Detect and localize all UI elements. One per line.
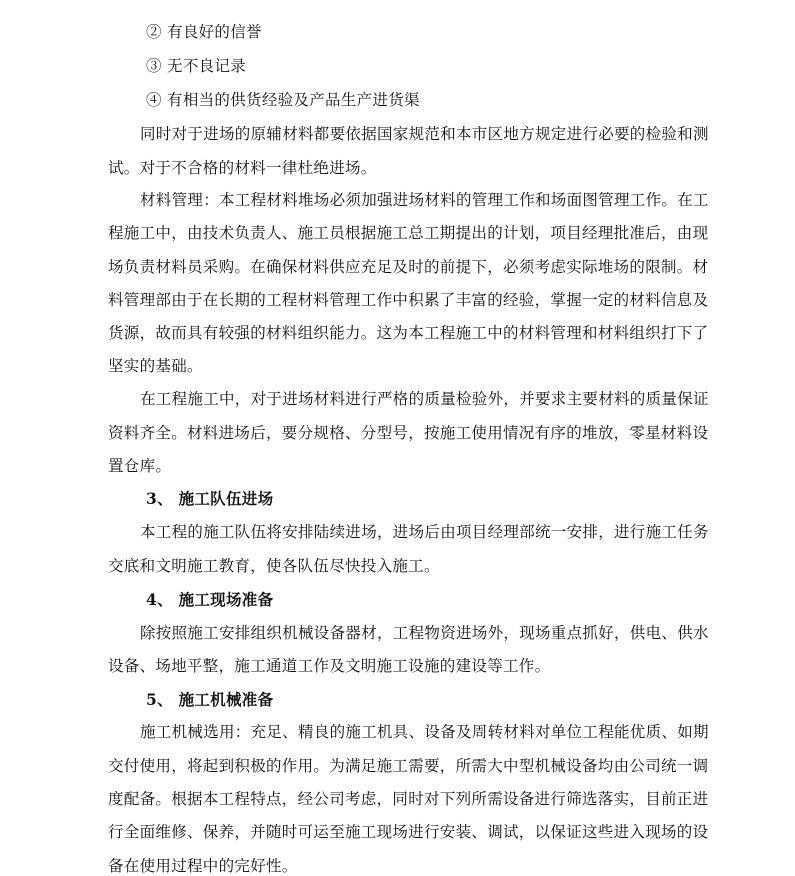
section-heading: 5、 施工机械准备 (146, 690, 274, 709)
paragraph-line: 除按照施工安排组织机械设备器材，工程物资进场外，现场重点抓好，供电、供水 (140, 624, 709, 642)
paragraph-line: 材料管理：本工程材料堆场必须加强进场材料的管理工作和场面图管理工作。在工 (140, 191, 709, 209)
paragraph-line: 施工机械选用：充足、精良的施工机具、设备及周转材料对单位工程能优质、如期 (140, 723, 709, 741)
list-item-3: ③ 无不良记录 (146, 57, 247, 75)
paragraph-line: 场负责材料员采购。在确保材料供应充足及时的前提下，必须考虑实际堆场的限制。材 (108, 258, 709, 276)
paragraph-line: 试。对于不合格的材料一律杜绝进场。 (108, 159, 377, 177)
list-item-4: ④ 有相当的供货经验及产品生产进货渠 (146, 91, 420, 109)
paragraph-line: 同时对于进场的原辅材料都要依据国家规范和本市区地方规定进行必要的检验和测 (140, 125, 709, 143)
list-item-2: ② 有良好的信誉 (146, 23, 262, 41)
paragraph-line: 备在使用过程中的完好性。 (108, 857, 298, 875)
paragraph-line: 在工程施工中，对于进场材料进行严格的质量检验外，并要求主要材料的质量保证 (140, 390, 709, 408)
section-heading: 4、 施工现场准备 (146, 590, 274, 609)
paragraph-line: 料管理部由于在长期的工程材料管理工作中积累了丰富的经验，掌握一定的材料信息及 (108, 291, 709, 309)
paragraph-line: 交付使用，将起到积极的作用。为满足施工需要，所需大中型机械设备均由公司统一调 (108, 757, 709, 775)
paragraph-line: 设备、场地平整，施工通道工作及文明施工设施的建设等工作。 (108, 657, 551, 675)
section-heading: 3、 施工队伍进场 (146, 489, 274, 508)
paragraph-line: 置仓库。 (108, 457, 172, 475)
paragraph-line: 坚实的基础。 (108, 357, 203, 375)
paragraph-line: 本工程的施工队伍将安排陆续进场，进场后由项目经理部统一安排，进行施工任务 (140, 523, 709, 541)
paragraph-line: 度配备。根据本工程特点，经公司考虑，同时对下列所需设备进行筛选落实，目前正进 (108, 790, 709, 808)
paragraph-line: 程施工中，由技术负责人、施工员根据施工总工期提出的计划，项目经理批准后，由现 (108, 224, 709, 242)
paragraph-line: 行全面维修、保养，并随时可运至施工现场进行安装、调试，以保证这些进入现场的设 (108, 823, 709, 841)
paragraph-line: 交底和文明施工教育，使各队伍尽快投入施工。 (108, 557, 440, 575)
paragraph-line: 货源，故而具有较强的材料组织能力。这为本工程施工中的材料管理和材料组织打下了 (108, 324, 709, 342)
paragraph-line: 资料齐全。材料进场后，要分规格、分型号，按施工使用情况有序的堆放，零星材料设 (108, 424, 709, 442)
